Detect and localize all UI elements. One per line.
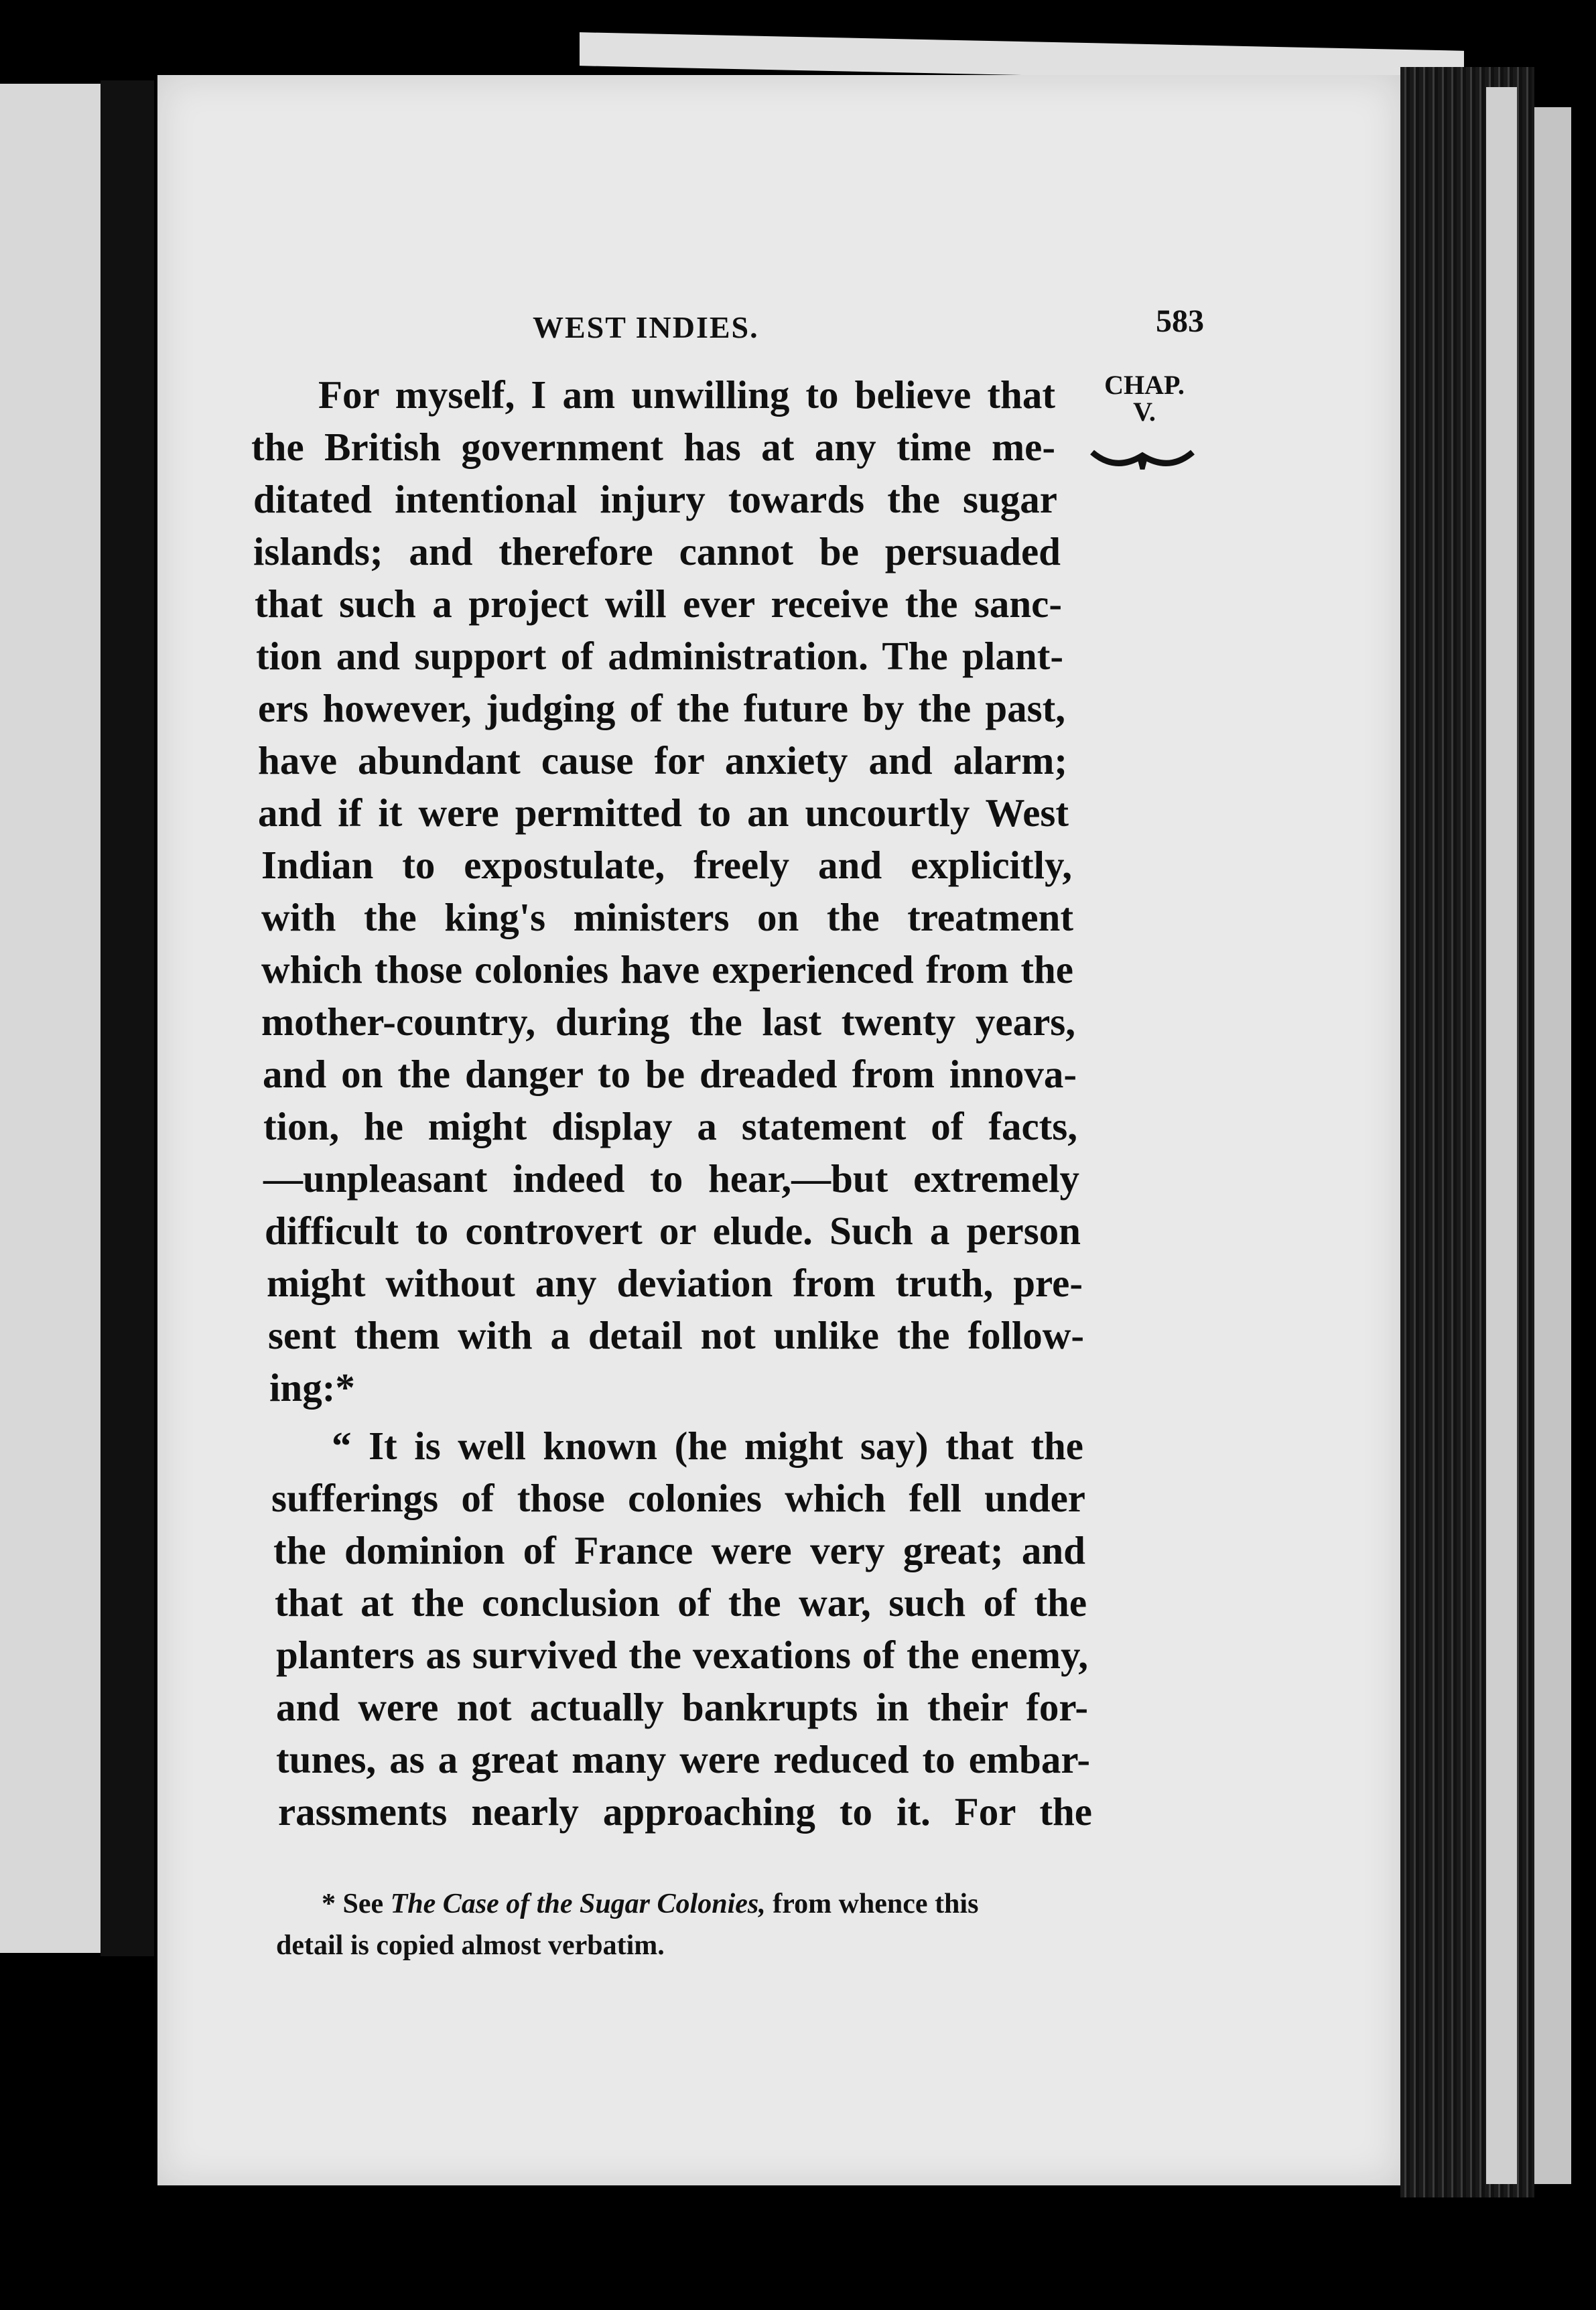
page-edge-highlight — [1486, 87, 1517, 2184]
text-line: sent them with a detail not unlike the follow- — [268, 1313, 1084, 1357]
text-line: islands; and therefore cannot be persuaded — [253, 529, 1061, 573]
text-line: and were not actually bankrupts in their for- — [276, 1685, 1088, 1729]
text-line: the British government has at any time me- — [251, 425, 1055, 469]
gutter-shadow — [101, 80, 154, 1956]
text-line: the dominion of France were very great; and — [273, 1528, 1085, 1572]
text-line: and on the danger to be dreaded from innova- — [263, 1052, 1077, 1096]
left-page-edge — [0, 84, 101, 1953]
text-line: ers however, judging of the future by the past, — [258, 686, 1065, 730]
text-line: mother-country, during the last twenty years, — [261, 1000, 1075, 1044]
text-line: tion, he might display a statement of facts, — [263, 1104, 1077, 1148]
text-line: planters as survived the vexations of the enemy, — [276, 1633, 1088, 1677]
footnote-line-2: detail is copied almost verbatim. — [276, 1930, 665, 1961]
chapter-margin-note — [1091, 372, 1198, 425]
footnote-marker: * See — [322, 1889, 384, 1919]
text-line: sufferings of those colonies which fell under — [271, 1476, 1085, 1520]
text-line: Indian to expostulate, freely and explicitly, — [261, 843, 1072, 887]
page-number: 583 — [1156, 303, 1204, 339]
text-line: —unpleasant indeed to hear,—but extremely — [263, 1156, 1079, 1201]
text-line: that at the conclusion of the war, such of the — [275, 1580, 1087, 1625]
brace-ornament — [1089, 435, 1196, 476]
text-line: tion and support of administration. The plant- — [256, 634, 1063, 678]
page-edge-highlight-outer — [1534, 107, 1571, 2184]
text-line: ditated intentional injury towards the sugar — [253, 477, 1057, 521]
chapter-label: CHAP. — [1104, 370, 1185, 400]
text-line: with the king's ministers on the treatment — [261, 895, 1073, 939]
text-line: difficult to controvert or elude. Such a person — [265, 1209, 1081, 1253]
text-line: which those colonies have experienced from the — [261, 947, 1073, 992]
text-line: “ It is well known (he might say) that the — [332, 1424, 1083, 1468]
text-line: ing:* — [269, 1365, 355, 1410]
footnote-rest: from whence this — [773, 1889, 979, 1919]
text-line: tunes, as a great many were reduced to embar- — [276, 1737, 1090, 1781]
text-line: and if it were permitted to an uncourtly West — [258, 791, 1069, 835]
text-line: have abundant cause for anxiety and alarm; — [258, 738, 1067, 783]
text-line: For myself, I am unwilling to believe that — [318, 372, 1055, 417]
footnote-title: The Case of the Sugar Colonies, — [390, 1889, 766, 1919]
text-line: rassments nearly approaching to it. For the — [278, 1789, 1092, 1834]
footnote-line-1 — [322, 1888, 978, 1920]
text-line: might without any deviation from truth, pre- — [267, 1261, 1083, 1305]
running-head: WEST INDIES. — [533, 310, 759, 344]
text-line: that such a project will ever receive the sanc- — [255, 582, 1062, 626]
chapter-number: V. — [1133, 397, 1156, 427]
